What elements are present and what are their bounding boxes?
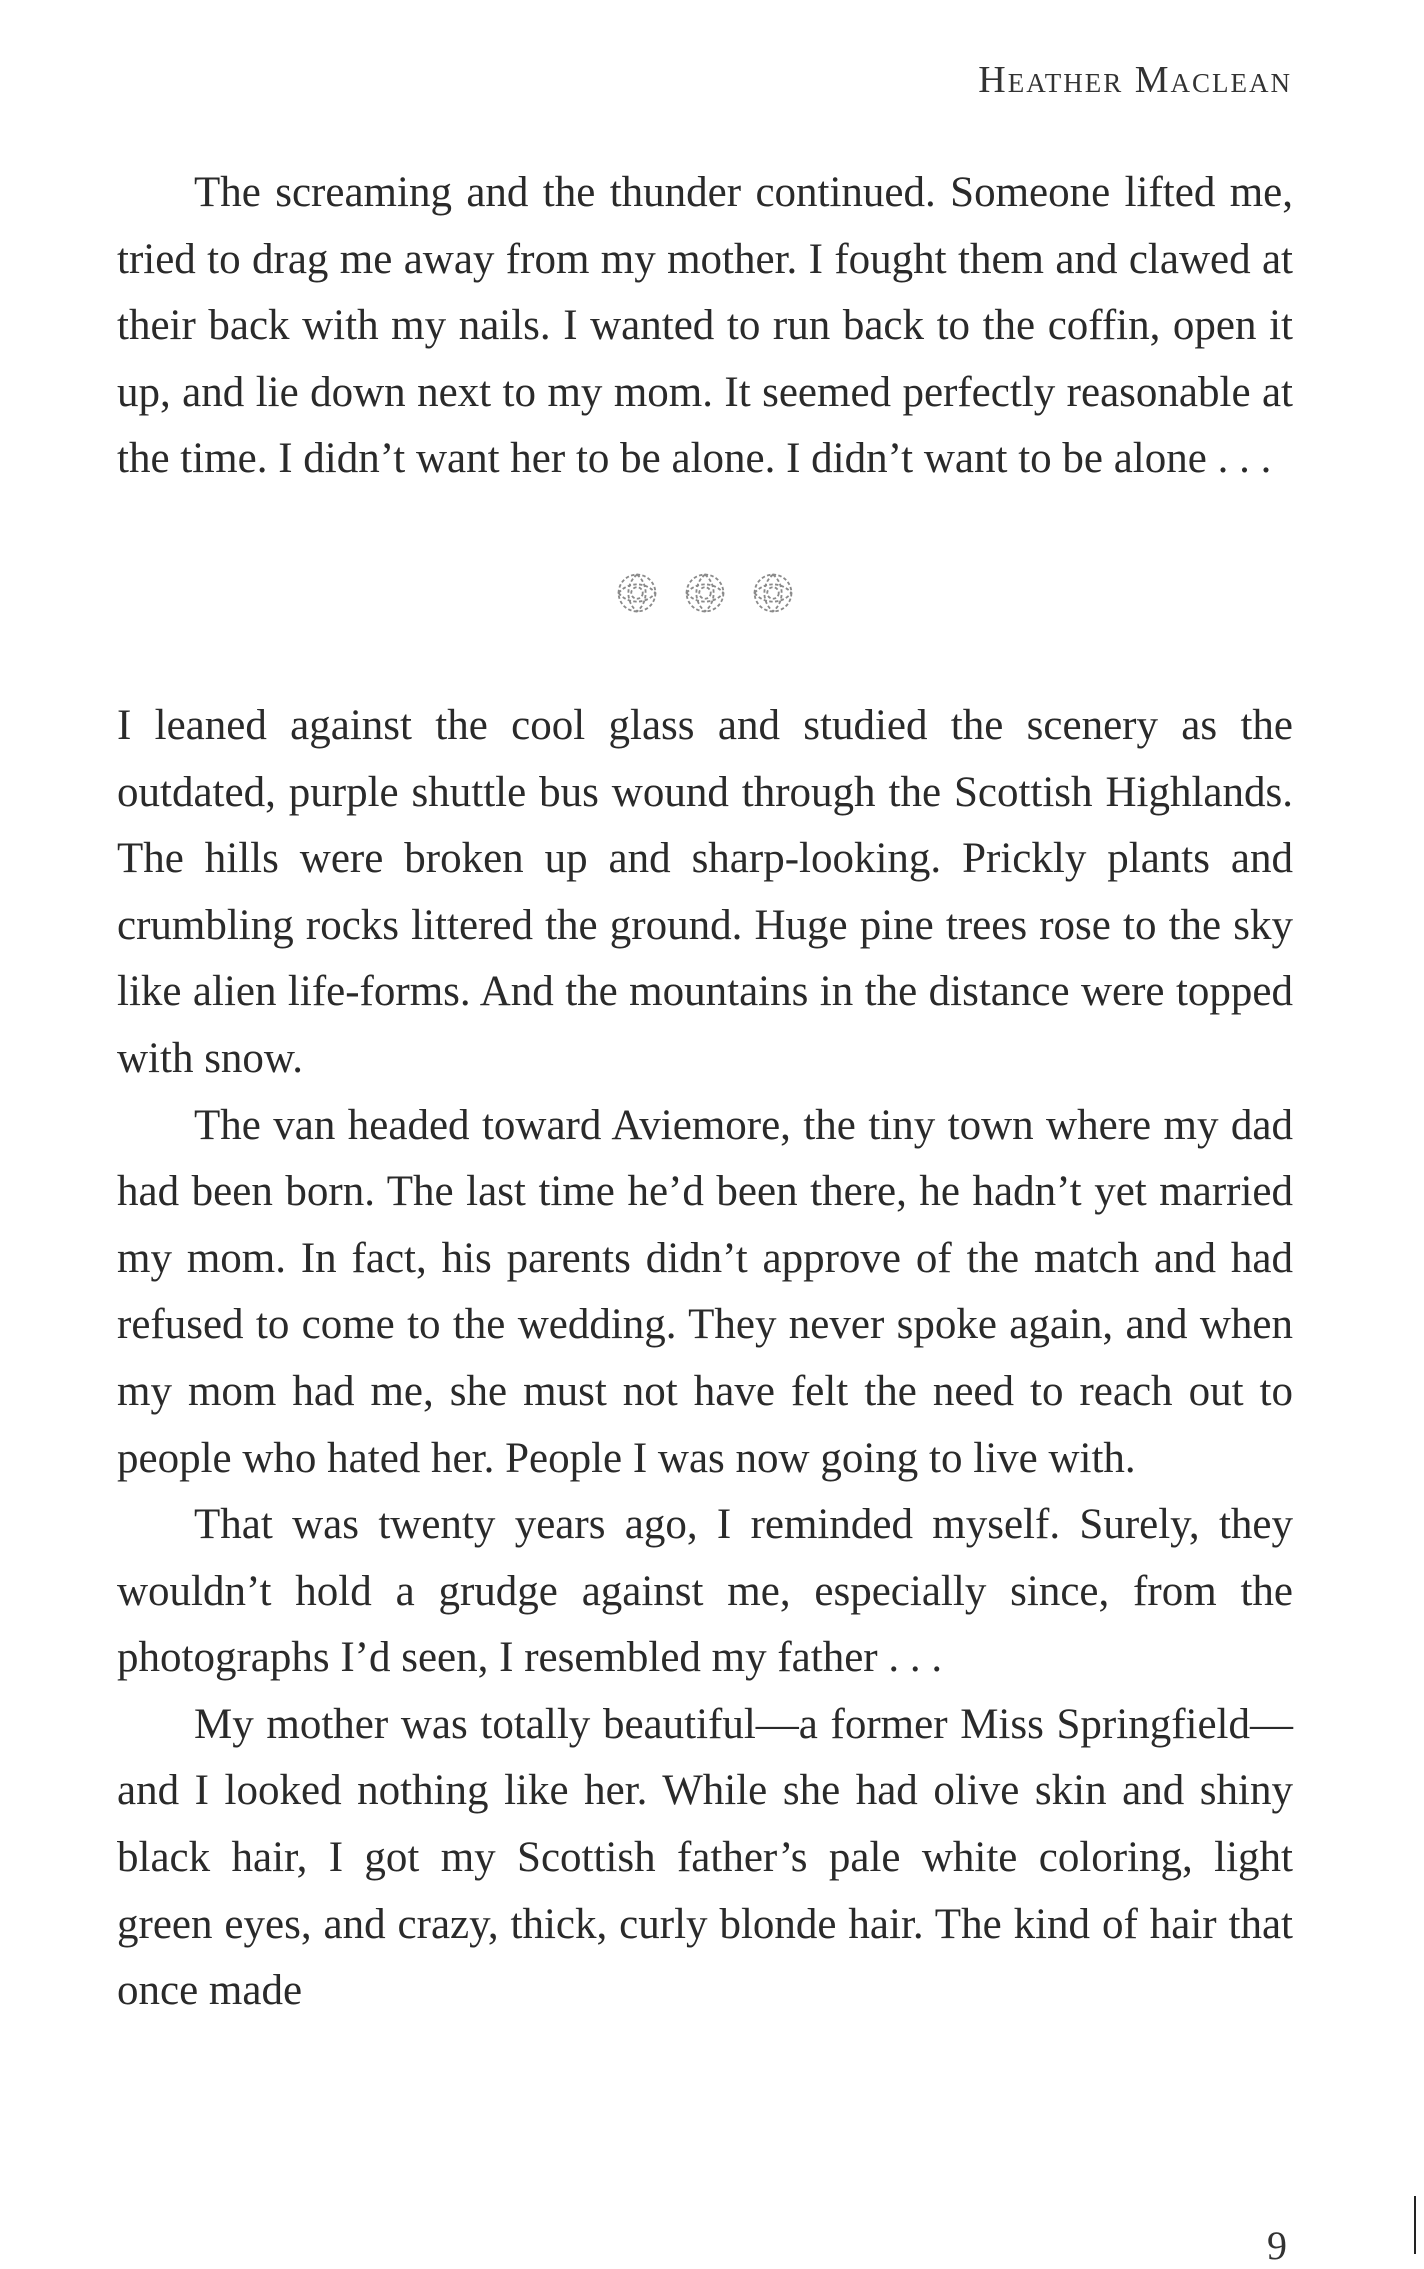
page-body: [117, 160, 1293, 2025]
running-head: Heather Maclean: [978, 59, 1292, 101]
celtic-knot-icon: [750, 570, 796, 616]
celtic-knot-icon: [614, 570, 660, 616]
celtic-knot-icon: [682, 570, 728, 616]
section-break-ornament: [117, 493, 1293, 693]
paragraph: The van headed toward Aviemore, the tiny town where my dad had been born. The last time he’d been there, he hadn’t yet married my mom. In fact, his parents didn’t approve of the match and had refused to come to the wedding. They never spoke again, and when my mom had me, she must not have felt the need to reach out to people who hated her. People I was now going to live with.: [117, 1101, 1293, 1482]
paragraph: That was twenty years ago, I reminded myself. Surely, they wouldn’t hold a grudge against me, especially since, from the photographs I’d seen, I resembled my father . . .: [117, 1501, 1293, 1682]
page-number: 9: [1267, 2223, 1287, 2268]
paragraph: The screaming and the thunder continued. Someone lifted me, tried to drag me away from my mother. I fought them and clawed at their back with my nails. I wanted to run back to the coffin, open it up, and lie down next to my mom. It seemed perfectly reasonable at the time. I didn’t want her to be alone. I didn’t want to be alone . . .: [117, 169, 1293, 483]
page-edge-mark: [1414, 2196, 1416, 2254]
paragraph: My mother was totally beautiful—a former Miss Springfield—and I looked nothing like her. While she had olive skin and shiny black hair, I got my Scottish father’s pale white coloring, light green eyes, and crazy, thick, curly blonde hair. The kind of hair that once made: [117, 1700, 1293, 2015]
paragraph: I leaned against the cool glass and studied the scenery as the outdated, purple shuttle bus wound through the Scottish Highlands. The hills were broken up and sharp-looking. Prickly plants and crumbling rocks littered the ground. Huge pine trees rose to the sky like alien life-forms. And the mountains in the distance were topped with snow.: [117, 701, 1293, 1082]
